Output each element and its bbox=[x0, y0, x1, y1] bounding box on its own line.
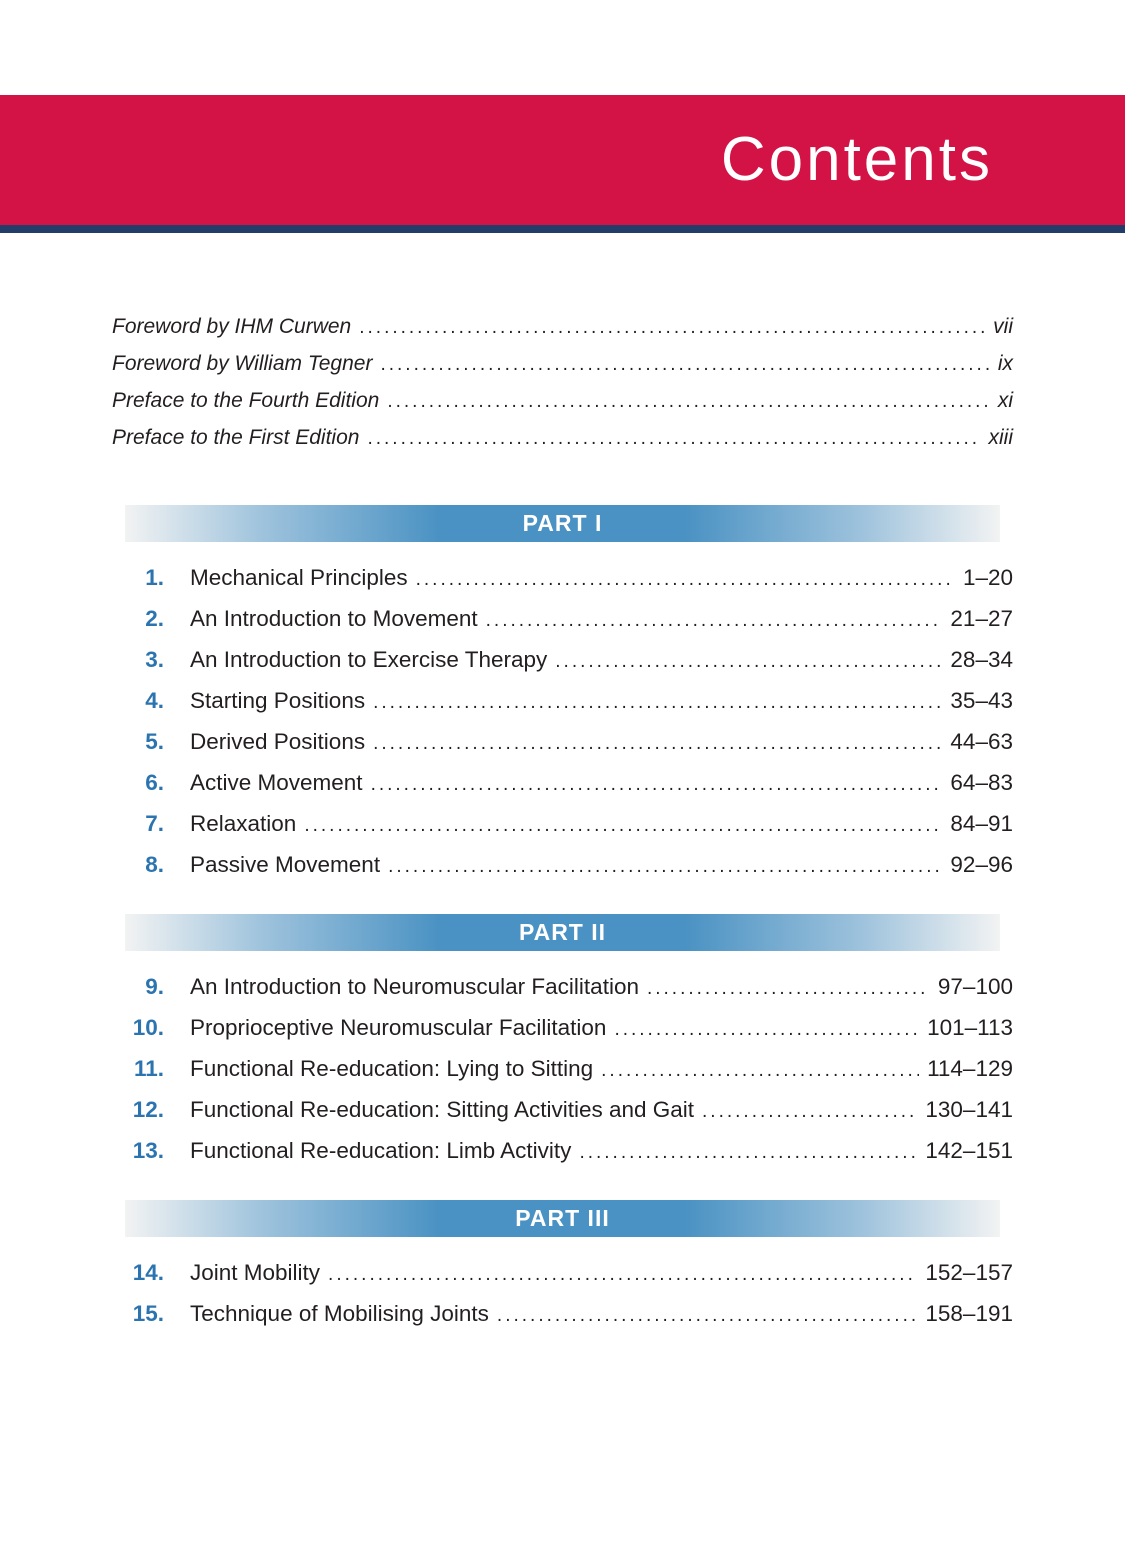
toc-entry bbox=[112, 1294, 1013, 1335]
dot-leader bbox=[555, 640, 942, 681]
parts bbox=[112, 505, 1013, 1335]
front-matter-label: Foreword by IHM Curwen bbox=[112, 315, 352, 338]
page-number: 35–43 bbox=[950, 688, 1013, 713]
toc-entry bbox=[112, 845, 1013, 886]
chapter-number: 8. bbox=[145, 852, 164, 877]
chapter-list bbox=[112, 1253, 1013, 1335]
page-number: 142–151 bbox=[925, 1138, 1013, 1163]
chapter-title: An Introduction to Neuromuscular Facilitation bbox=[190, 974, 639, 999]
dot-leader bbox=[647, 967, 930, 1008]
dot-leader bbox=[388, 845, 942, 886]
toc-entry bbox=[112, 599, 1013, 640]
chapter-number: 2. bbox=[145, 606, 164, 631]
part-header-bar bbox=[125, 1200, 1000, 1237]
toc-entry bbox=[112, 763, 1013, 804]
chapter-number: 12. bbox=[132, 1097, 164, 1122]
dot-leader bbox=[359, 309, 985, 346]
toc-entry bbox=[112, 640, 1013, 681]
dot-leader bbox=[614, 1008, 919, 1049]
part-label: PART III bbox=[515, 1205, 610, 1231]
front-matter-label: Preface to the First Edition bbox=[112, 426, 360, 449]
page-title: Contents bbox=[720, 125, 993, 194]
page-number: 158–191 bbox=[925, 1301, 1013, 1326]
page-number: 130–141 bbox=[925, 1097, 1013, 1122]
toc-entry bbox=[112, 967, 1013, 1008]
chapter-list bbox=[112, 967, 1013, 1172]
front-matter-entry bbox=[112, 420, 1013, 457]
chapter-list bbox=[112, 558, 1013, 886]
chapter-number: 15. bbox=[132, 1301, 164, 1326]
page-number: 28–34 bbox=[950, 647, 1013, 672]
part-header-bar bbox=[125, 505, 1000, 542]
chapter-number: 13. bbox=[132, 1138, 164, 1163]
chapter-title: Functional Re-education: Limb Activity bbox=[190, 1138, 572, 1163]
page-number: 21–27 bbox=[950, 606, 1013, 631]
part-section bbox=[112, 914, 1013, 1172]
front-matter-entry bbox=[112, 383, 1013, 420]
chapter-number: 9. bbox=[145, 974, 164, 999]
chapter-title: Mechanical Principles bbox=[190, 565, 408, 590]
toc-entry bbox=[112, 722, 1013, 763]
page-number: 1–20 bbox=[962, 565, 1013, 590]
part-header-bar bbox=[125, 914, 1000, 951]
page-number: xiii bbox=[988, 426, 1013, 449]
front-matter-entry bbox=[112, 309, 1013, 346]
dot-leader bbox=[328, 1253, 917, 1294]
dot-leader bbox=[373, 681, 942, 722]
toc-content bbox=[0, 309, 1125, 1335]
chapter-title: Starting Positions bbox=[190, 688, 366, 713]
chapter-title: An Introduction to Movement bbox=[190, 606, 478, 631]
page-number: 84–91 bbox=[950, 811, 1013, 836]
dot-leader bbox=[373, 722, 942, 763]
front-matter-label: Foreword by William Tegner bbox=[112, 352, 373, 375]
dot-leader bbox=[486, 599, 943, 640]
front-matter-list bbox=[112, 309, 1013, 457]
page-number: vii bbox=[993, 315, 1013, 338]
page-number: 114–129 bbox=[927, 1056, 1013, 1081]
front-matter-entry bbox=[112, 346, 1013, 383]
toc-entry bbox=[112, 1049, 1013, 1090]
chapter-number: 3. bbox=[145, 647, 164, 672]
page-number: ix bbox=[997, 352, 1013, 375]
page-number: 97–100 bbox=[937, 974, 1013, 999]
dot-leader bbox=[371, 763, 943, 804]
front-matter-label: Preface to the Fourth Edition bbox=[112, 389, 380, 412]
chapter-title: Proprioceptive Neuromuscular Facilitation bbox=[190, 1015, 607, 1040]
chapter-title: Functional Re-education: Sitting Activities and Gait bbox=[190, 1097, 695, 1122]
divider-rule bbox=[0, 225, 1125, 233]
toc-entry bbox=[112, 1253, 1013, 1294]
toc-entry bbox=[112, 1090, 1013, 1131]
chapter-title: Active Movement bbox=[190, 770, 363, 795]
dot-leader bbox=[416, 558, 955, 599]
dot-leader bbox=[579, 1131, 917, 1172]
dot-leader bbox=[601, 1049, 919, 1090]
contents-banner bbox=[0, 95, 1125, 225]
chapter-title: Functional Re-education: Lying to Sitting bbox=[190, 1056, 594, 1081]
chapter-title: An Introduction to Exercise Therapy bbox=[190, 647, 548, 672]
chapter-title: Passive Movement bbox=[190, 852, 381, 877]
chapter-title: Technique of Mobilising Joints bbox=[190, 1301, 489, 1326]
page-number: 64–83 bbox=[950, 770, 1013, 795]
toc-entry bbox=[112, 558, 1013, 599]
page-number: xi bbox=[997, 389, 1013, 412]
dot-leader bbox=[497, 1294, 917, 1335]
part-label: PART I bbox=[522, 510, 603, 536]
chapter-number: 14. bbox=[132, 1260, 164, 1285]
part-section bbox=[112, 505, 1013, 886]
toc-entry bbox=[112, 681, 1013, 722]
chapter-number: 11. bbox=[133, 1056, 164, 1081]
chapter-number: 6. bbox=[145, 770, 164, 795]
dot-leader bbox=[702, 1090, 917, 1131]
page-number: 92–96 bbox=[950, 852, 1013, 877]
part-label: PART II bbox=[518, 919, 607, 945]
page-number: 44–63 bbox=[950, 729, 1013, 754]
chapter-title: Derived Positions bbox=[190, 729, 366, 754]
dot-leader bbox=[387, 383, 990, 420]
chapter-number: 4. bbox=[145, 688, 164, 713]
toc-entry bbox=[112, 1131, 1013, 1172]
dot-leader bbox=[380, 346, 989, 383]
dot-leader bbox=[367, 420, 980, 457]
toc-entry bbox=[112, 1008, 1013, 1049]
chapter-title: Joint Mobility bbox=[190, 1260, 321, 1285]
page-number: 101–113 bbox=[927, 1015, 1013, 1040]
page-number: 152–157 bbox=[925, 1260, 1013, 1285]
chapter-title: Relaxation bbox=[190, 811, 297, 836]
part-section bbox=[112, 1200, 1013, 1335]
chapter-number: 1. bbox=[145, 565, 164, 590]
chapter-number: 5. bbox=[145, 729, 164, 754]
toc-entry bbox=[112, 804, 1013, 845]
chapter-number: 7. bbox=[145, 811, 164, 836]
chapter-number: 10. bbox=[132, 1015, 164, 1040]
dot-leader bbox=[304, 804, 942, 845]
